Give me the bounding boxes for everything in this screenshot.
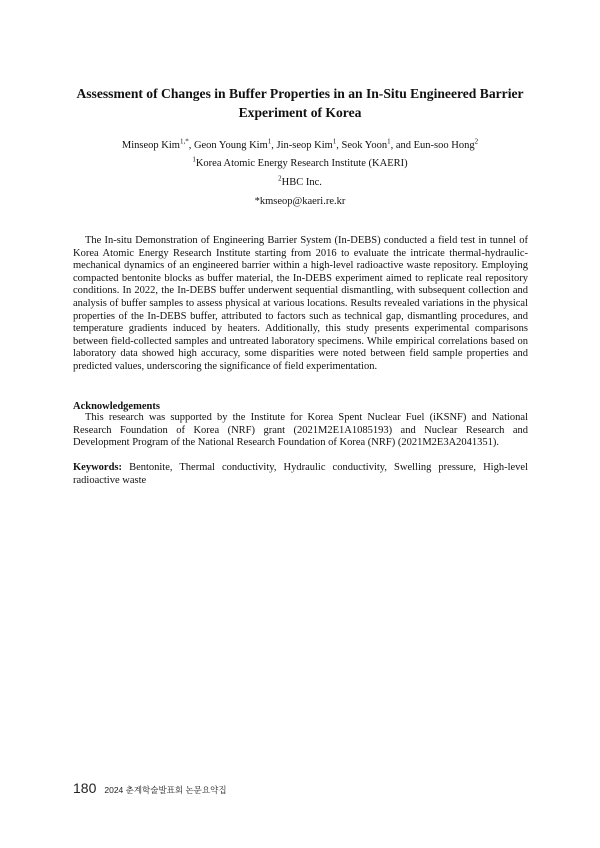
author: Jin-seop Kim xyxy=(276,140,333,151)
author-separator: , and xyxy=(390,140,414,151)
page-footer xyxy=(73,780,227,796)
acknowledgements-body: This research was supported by the Institute for Korea Spent Nuclear Fuel (iKSNF) and National Research Foundation of Korea (NRF) grant (2021M2E1A1085193) and Nuclear Research and Development Program of the National Research Foundation of Korea (NRF) (2021M2E3A2041351). xyxy=(73,412,528,449)
abstract-paragraph: The In-situ Demonstration of Engineering Barrier System (In-DEBS) conducted a field test in tunnel of Korea Atomic Energy Research Institute starting from 2016 to evaluate the intricate thermal-hydraulic-mechanical dynamics of an engineered barrier within a high-level radioactive waste repository. Employing compacted bentonite blocks as buffer material, the In-DEBS experiment aimed to replicate real repository conditions. In 2022, the In-DEBS buffer underwent sequential dismantling, with subsequent collection and analysis of buffer samples to assess physical at various locations. Results revealed variations in the physical properties of the In-DEBS buffer, attributed to factors such as technical gap, dismantling procedures, and temperature gradients induced by heaters. Additionally, this study presents experimental comparisons between field-collected samples and untreated laboratory specimens. While empirical correlations based on laboratory data showed high accuracy, some disparities were noted between field sample properties and predicted values, underscoring the significance of field experimentation. xyxy=(73,235,528,372)
author-affiliation-marker: 1 xyxy=(267,137,272,146)
author-separator: , xyxy=(271,140,277,151)
affiliation-text: Korea Atomic Energy Research Institute (KAERI) xyxy=(195,158,408,169)
affiliation-text: HBC Inc. xyxy=(281,177,322,188)
paper-title: Assessment of Changes in Buffer Properties in an In-Situ Engineered Barrier Experiment of Korea xyxy=(76,86,524,120)
affiliation xyxy=(60,157,540,171)
author-affiliation-marker: 1 xyxy=(332,137,337,146)
acknowledgements-heading: Acknowledgements xyxy=(73,401,160,412)
corresponding-email: *kmseop@kaeri.re.kr xyxy=(254,196,346,207)
page-number: 180 xyxy=(73,780,97,796)
author: Minseop Kim xyxy=(121,140,180,151)
keywords-text: Bentonite, Thermal conductivity, Hydraulic conductivity, Swelling pressure, High-level radioactive waste xyxy=(73,462,528,486)
author-affiliation-marker: 1,* xyxy=(179,137,189,146)
affiliation xyxy=(60,176,540,190)
keywords xyxy=(73,462,528,487)
affiliation-marker: 2 xyxy=(278,174,282,183)
author: Eun-soo Hong xyxy=(413,140,475,151)
author-separator: , xyxy=(336,140,342,151)
affiliation-marker: 1 xyxy=(192,155,196,164)
author: Seok Yoon xyxy=(341,140,388,151)
author-affiliation-marker: 2 xyxy=(474,137,479,146)
author: Geon Young Kim xyxy=(193,140,268,151)
author-list xyxy=(60,139,540,153)
proceedings-title: 2024 춘계학술발표회 논문요약집 xyxy=(104,785,227,795)
author-affiliation-marker: 1 xyxy=(387,137,391,146)
keywords-label: Keywords: xyxy=(73,462,122,473)
author-separator: , xyxy=(188,140,194,151)
